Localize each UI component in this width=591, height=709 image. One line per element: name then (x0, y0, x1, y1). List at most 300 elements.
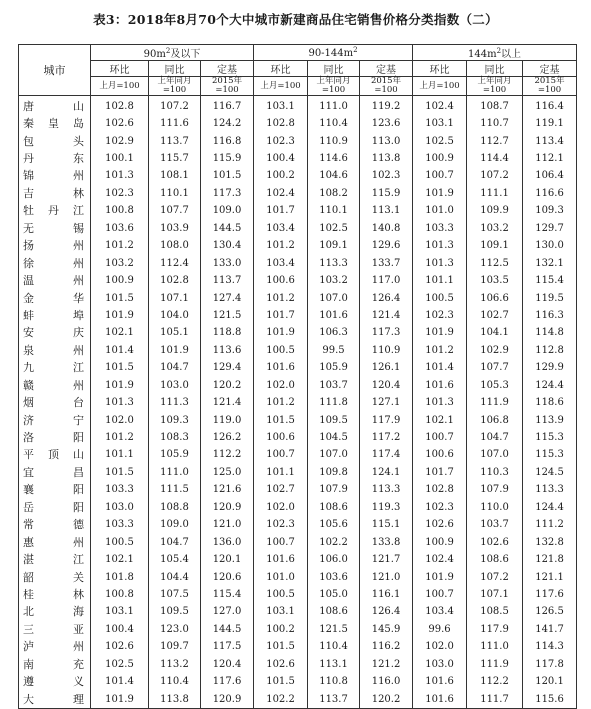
value-cell: 120.4 (360, 377, 413, 394)
value-cell: 121.2 (360, 656, 413, 673)
column-header: 环比 (413, 61, 467, 77)
value-cell: 116.0 (360, 673, 413, 690)
value-cell: 109.7 (149, 639, 201, 656)
value-cell: 133.8 (360, 534, 413, 551)
value-cell: 121.5 (201, 307, 254, 324)
value-cell: 101.5 (254, 412, 308, 429)
value-cell: 101.3 (413, 238, 467, 255)
value-cell: 101.9 (91, 377, 149, 394)
city-cell: 常德 (19, 517, 91, 534)
city-cell: 锦州 (19, 168, 91, 185)
city-cell: 唐山 (19, 96, 91, 116)
value-cell: 129.4 (201, 360, 254, 377)
base-header: 上月=100 (91, 77, 149, 96)
value-cell: 116.4 (523, 96, 577, 116)
value-cell: 100.6 (254, 429, 308, 446)
value-cell: 108.6 (308, 499, 360, 516)
city-cell: 蚌埠 (19, 307, 91, 324)
value-cell: 102.7 (467, 307, 523, 324)
table-row (19, 133, 577, 150)
value-cell: 100.5 (91, 534, 149, 551)
value-cell: 102.7 (254, 482, 308, 499)
table-row (19, 673, 577, 690)
value-cell: 116.2 (360, 639, 413, 656)
value-cell: 105.0 (308, 586, 360, 603)
value-cell: 111.6 (149, 115, 201, 132)
value-cell: 132.1 (523, 255, 577, 272)
table-row (19, 96, 577, 116)
value-cell: 102.5 (413, 133, 467, 150)
value-cell: 101.2 (254, 238, 308, 255)
city-cell: 金华 (19, 290, 91, 307)
value-cell: 100.7 (413, 586, 467, 603)
value-cell: 102.1 (91, 551, 149, 568)
table-row (19, 255, 577, 272)
table-row (19, 569, 577, 586)
value-cell: 117.9 (360, 412, 413, 429)
value-cell: 130.4 (201, 238, 254, 255)
value-cell: 102.0 (254, 377, 308, 394)
value-cell: 109.9 (467, 203, 523, 220)
value-cell: 103.1 (413, 115, 467, 132)
value-cell: 121.8 (523, 551, 577, 568)
value-cell: 101.5 (91, 290, 149, 307)
table-row (19, 220, 577, 237)
value-cell: 114.3 (523, 639, 577, 656)
city-cell: 韶关 (19, 569, 91, 586)
value-cell: 113.7 (149, 133, 201, 150)
value-cell: 102.6 (91, 115, 149, 132)
city-cell: 岳阳 (19, 499, 91, 516)
value-cell: 109.3 (523, 203, 577, 220)
value-cell: 116.8 (201, 133, 254, 150)
value-cell: 109.3 (149, 412, 201, 429)
value-cell: 102.3 (91, 185, 149, 202)
value-cell: 102.8 (413, 482, 467, 499)
table-row (19, 551, 577, 568)
value-cell: 101.9 (149, 342, 201, 359)
value-cell: 120.9 (201, 499, 254, 516)
city-cell: 秦皇岛 (19, 115, 91, 132)
value-cell: 111.7 (467, 691, 523, 709)
value-cell: 117.2 (360, 429, 413, 446)
value-cell: 108.2 (308, 185, 360, 202)
value-cell: 111.2 (523, 517, 577, 534)
value-cell: 102.0 (91, 412, 149, 429)
value-cell: 103.1 (91, 604, 149, 621)
value-cell: 110.4 (308, 639, 360, 656)
value-cell: 108.5 (467, 604, 523, 621)
table-row (19, 586, 577, 603)
value-cell: 110.0 (467, 499, 523, 516)
value-cell: 109.5 (149, 604, 201, 621)
base-header: 上年同月=100 (467, 77, 523, 96)
value-cell: 100.5 (254, 342, 308, 359)
value-cell: 120.2 (360, 691, 413, 709)
value-cell: 110.1 (308, 203, 360, 220)
value-cell: 100.7 (254, 447, 308, 464)
value-cell: 101.2 (91, 429, 149, 446)
value-cell: 115.9 (360, 185, 413, 202)
value-cell: 103.2 (467, 220, 523, 237)
value-cell: 102.0 (254, 499, 308, 516)
value-cell: 113.1 (308, 656, 360, 673)
value-cell: 102.6 (467, 534, 523, 551)
value-cell: 102.8 (149, 272, 201, 289)
value-cell: 103.4 (254, 255, 308, 272)
value-cell: 116.6 (523, 185, 577, 202)
value-cell: 111.3 (149, 394, 201, 411)
value-cell: 127.0 (201, 604, 254, 621)
table-row (19, 517, 577, 534)
value-cell: 113.7 (308, 691, 360, 709)
value-cell: 115.6 (523, 691, 577, 709)
value-cell: 111.1 (467, 185, 523, 202)
value-cell: 124.1 (360, 464, 413, 481)
city-cell: 扬州 (19, 238, 91, 255)
price-index-table (18, 44, 577, 709)
table-title: 表3：2018年8月70个大中城市新建商品住宅销售价格分类指数（二） (93, 12, 498, 27)
value-cell: 103.0 (149, 377, 201, 394)
value-cell: 110.9 (308, 133, 360, 150)
city-cell: 丹东 (19, 150, 91, 167)
value-cell: 100.7 (413, 168, 467, 185)
value-cell: 115.3 (523, 429, 577, 446)
value-cell: 103.3 (413, 220, 467, 237)
value-cell: 107.0 (308, 290, 360, 307)
value-cell: 110.4 (308, 115, 360, 132)
value-cell: 107.2 (149, 96, 201, 116)
table-row (19, 639, 577, 656)
value-cell: 101.7 (413, 464, 467, 481)
city-cell: 北海 (19, 604, 91, 621)
value-cell: 102.9 (467, 342, 523, 359)
value-cell: 108.6 (467, 551, 523, 568)
value-cell: 102.5 (91, 656, 149, 673)
city-cell: 无锡 (19, 220, 91, 237)
value-cell: 133.7 (360, 255, 413, 272)
city-header: 城市 (19, 45, 91, 96)
value-cell: 102.3 (413, 307, 467, 324)
table-row (19, 447, 577, 464)
city-cell: 惠州 (19, 534, 91, 551)
value-cell: 101.6 (413, 691, 467, 709)
value-cell: 117.6 (523, 586, 577, 603)
value-cell: 110.4 (149, 673, 201, 690)
value-cell: 115.4 (201, 586, 254, 603)
value-cell: 113.1 (360, 203, 413, 220)
value-cell: 109.1 (308, 238, 360, 255)
value-cell: 102.8 (91, 96, 149, 116)
city-cell: 大理 (19, 691, 91, 709)
value-cell: 101.9 (91, 307, 149, 324)
value-cell: 145.9 (360, 621, 413, 638)
table-row (19, 394, 577, 411)
column-header: 定基 (360, 61, 413, 77)
value-cell: 108.1 (149, 168, 201, 185)
value-cell: 101.8 (91, 569, 149, 586)
value-cell: 101.4 (413, 360, 467, 377)
value-cell: 108.7 (467, 96, 523, 116)
value-cell: 101.2 (413, 342, 467, 359)
value-cell: 121.1 (523, 569, 577, 586)
value-cell: 101.5 (254, 639, 308, 656)
city-cell: 牡丹江 (19, 203, 91, 220)
value-cell: 123.6 (360, 115, 413, 132)
value-cell: 120.9 (201, 691, 254, 709)
value-cell: 101.7 (254, 307, 308, 324)
value-cell: 104.1 (467, 325, 523, 342)
value-cell: 100.5 (413, 290, 467, 307)
city-cell: 赣州 (19, 377, 91, 394)
value-cell: 102.4 (413, 96, 467, 116)
value-cell: 130.0 (523, 238, 577, 255)
value-cell: 114.4 (467, 150, 523, 167)
value-cell: 102.2 (254, 691, 308, 709)
value-cell: 104.0 (149, 307, 201, 324)
value-cell: 100.1 (91, 150, 149, 167)
base-header: 2015年=100 (523, 77, 577, 96)
value-cell: 105.3 (467, 377, 523, 394)
value-cell: 107.1 (149, 290, 201, 307)
value-cell: 126.5 (523, 604, 577, 621)
value-cell: 107.2 (467, 168, 523, 185)
table-row (19, 342, 577, 359)
base-header: 2015年=100 (201, 77, 254, 96)
value-cell: 104.4 (149, 569, 201, 586)
value-cell: 116.3 (523, 307, 577, 324)
column-header: 同比 (308, 61, 360, 77)
city-cell: 洛阳 (19, 429, 91, 446)
value-cell: 101.1 (413, 272, 467, 289)
value-cell: 108.6 (308, 604, 360, 621)
city-cell: 烟台 (19, 394, 91, 411)
value-cell: 111.0 (467, 639, 523, 656)
value-cell: 107.2 (467, 569, 523, 586)
value-cell: 101.9 (413, 569, 467, 586)
value-cell: 103.9 (149, 220, 201, 237)
column-header: 同比 (467, 61, 523, 77)
value-cell: 124.5 (523, 464, 577, 481)
table-row (19, 621, 577, 638)
value-cell: 103.2 (308, 272, 360, 289)
city-cell: 宜昌 (19, 464, 91, 481)
value-cell: 109.5 (308, 412, 360, 429)
value-cell: 101.0 (413, 203, 467, 220)
value-cell: 101.5 (201, 168, 254, 185)
value-cell: 104.5 (308, 429, 360, 446)
value-cell: 102.1 (91, 325, 149, 342)
value-cell: 117.4 (360, 447, 413, 464)
table-row (19, 290, 577, 307)
value-cell: 101.1 (91, 447, 149, 464)
value-cell: 106.3 (308, 325, 360, 342)
value-cell: 121.0 (201, 517, 254, 534)
value-cell: 104.7 (467, 429, 523, 446)
city-cell: 温州 (19, 272, 91, 289)
value-cell: 113.9 (523, 412, 577, 429)
value-cell: 119.2 (360, 96, 413, 116)
value-cell: 109.0 (149, 517, 201, 534)
value-cell: 107.5 (149, 586, 201, 603)
value-cell: 111.0 (308, 96, 360, 116)
value-cell: 121.4 (201, 394, 254, 411)
value-cell: 102.6 (91, 639, 149, 656)
value-cell: 113.3 (308, 255, 360, 272)
value-cell: 105.4 (149, 551, 201, 568)
city-cell: 桂林 (19, 586, 91, 603)
value-cell: 102.3 (254, 517, 308, 534)
value-cell: 101.9 (413, 325, 467, 342)
value-cell: 120.1 (523, 673, 577, 690)
table-row (19, 656, 577, 673)
value-cell: 144.5 (201, 220, 254, 237)
table-row (19, 412, 577, 429)
value-cell: 102.4 (413, 551, 467, 568)
value-cell: 102.6 (254, 656, 308, 673)
value-cell: 100.2 (254, 168, 308, 185)
column-header: 定基 (201, 61, 254, 77)
value-cell: 100.6 (254, 272, 308, 289)
value-cell: 101.3 (413, 255, 467, 272)
group-header-small: $90m^2$及以下 (91, 45, 254, 61)
table-row (19, 185, 577, 202)
value-cell: 124.4 (523, 377, 577, 394)
value-cell: 102.2 (308, 534, 360, 551)
value-cell: 100.6 (413, 447, 467, 464)
value-cell: 99.6 (413, 621, 467, 638)
value-cell: 102.8 (254, 115, 308, 132)
city-cell: 南充 (19, 656, 91, 673)
value-cell: 101.7 (254, 203, 308, 220)
value-cell: 103.7 (308, 377, 360, 394)
value-cell: 100.8 (91, 203, 149, 220)
value-cell: 133.0 (201, 255, 254, 272)
value-cell: 120.6 (201, 569, 254, 586)
value-cell: 101.2 (91, 238, 149, 255)
value-cell: 103.1 (254, 96, 308, 116)
column-header: 环比 (91, 61, 149, 77)
value-cell: 102.9 (91, 133, 149, 150)
value-cell: 99.5 (308, 342, 360, 359)
value-cell: 103.3 (91, 517, 149, 534)
value-cell: 103.1 (254, 604, 308, 621)
value-cell: 110.8 (308, 673, 360, 690)
value-cell: 107.7 (467, 360, 523, 377)
value-cell: 112.7 (467, 133, 523, 150)
value-cell: 103.0 (91, 499, 149, 516)
table-row (19, 272, 577, 289)
value-cell: 100.7 (413, 429, 467, 446)
value-cell: 121.5 (308, 621, 360, 638)
value-cell: 100.2 (254, 621, 308, 638)
value-cell: 116.7 (201, 96, 254, 116)
table-row (19, 377, 577, 394)
value-cell: 103.7 (467, 517, 523, 534)
value-cell: 129.7 (523, 220, 577, 237)
value-cell: 100.4 (254, 150, 308, 167)
value-cell: 111.8 (308, 394, 360, 411)
value-cell: 101.4 (91, 342, 149, 359)
table-row (19, 203, 577, 220)
value-cell: 101.5 (254, 673, 308, 690)
value-cell: 101.9 (413, 185, 467, 202)
value-cell: 102.3 (360, 168, 413, 185)
value-cell: 107.9 (467, 482, 523, 499)
city-cell: 遵义 (19, 673, 91, 690)
value-cell: 112.5 (467, 255, 523, 272)
table-row (19, 534, 577, 551)
value-cell: 100.9 (413, 150, 467, 167)
value-cell: 118.6 (523, 394, 577, 411)
value-cell: 100.9 (413, 534, 467, 551)
value-cell: 116.1 (360, 586, 413, 603)
city-cell: 吉林 (19, 185, 91, 202)
value-cell: 121.4 (360, 307, 413, 324)
value-cell: 101.6 (413, 673, 467, 690)
value-cell: 109.1 (467, 238, 523, 255)
value-cell: 111.9 (467, 656, 523, 673)
value-cell: 103.6 (91, 220, 149, 237)
group-header-large: $144m^2$以上 (413, 45, 577, 61)
value-cell: 101.9 (91, 691, 149, 709)
value-cell: 115.1 (360, 517, 413, 534)
city-cell: 三亚 (19, 621, 91, 638)
table-row (19, 691, 577, 709)
value-cell: 103.6 (308, 569, 360, 586)
base-header: 上月=100 (413, 77, 467, 96)
value-cell: 129.9 (523, 360, 577, 377)
table-row (19, 150, 577, 167)
value-cell: 106.4 (523, 168, 577, 185)
value-cell: 113.4 (523, 133, 577, 150)
value-cell: 119.5 (523, 290, 577, 307)
table-row (19, 464, 577, 481)
value-cell: 126.4 (360, 290, 413, 307)
value-cell: 140.8 (360, 220, 413, 237)
value-cell: 126.2 (201, 429, 254, 446)
value-cell: 117.3 (201, 185, 254, 202)
value-cell: 105.9 (149, 447, 201, 464)
value-cell: 103.3 (91, 482, 149, 499)
value-cell: 114.6 (308, 150, 360, 167)
value-cell: 117.6 (201, 673, 254, 690)
value-cell: 101.5 (91, 464, 149, 481)
value-cell: 112.4 (149, 255, 201, 272)
value-cell: 124.2 (201, 115, 254, 132)
value-cell: 109.0 (201, 203, 254, 220)
value-cell: 117.9 (467, 621, 523, 638)
column-header: 同比 (149, 61, 201, 77)
value-cell: 103.4 (413, 604, 467, 621)
value-cell: 101.5 (91, 360, 149, 377)
value-cell: 120.1 (201, 551, 254, 568)
value-cell: 102.0 (413, 639, 467, 656)
value-cell: 126.4 (360, 604, 413, 621)
value-cell: 102.4 (254, 185, 308, 202)
value-cell: 103.2 (91, 255, 149, 272)
value-cell: 107.0 (467, 447, 523, 464)
value-cell: 114.8 (523, 325, 577, 342)
value-cell: 100.4 (91, 621, 149, 638)
value-cell: 101.3 (413, 394, 467, 411)
value-cell: 103.4 (254, 220, 308, 237)
value-cell: 121.6 (201, 482, 254, 499)
value-cell: 107.9 (308, 482, 360, 499)
value-cell: 111.0 (149, 464, 201, 481)
city-cell: 九江 (19, 360, 91, 377)
value-cell: 104.7 (149, 534, 201, 551)
